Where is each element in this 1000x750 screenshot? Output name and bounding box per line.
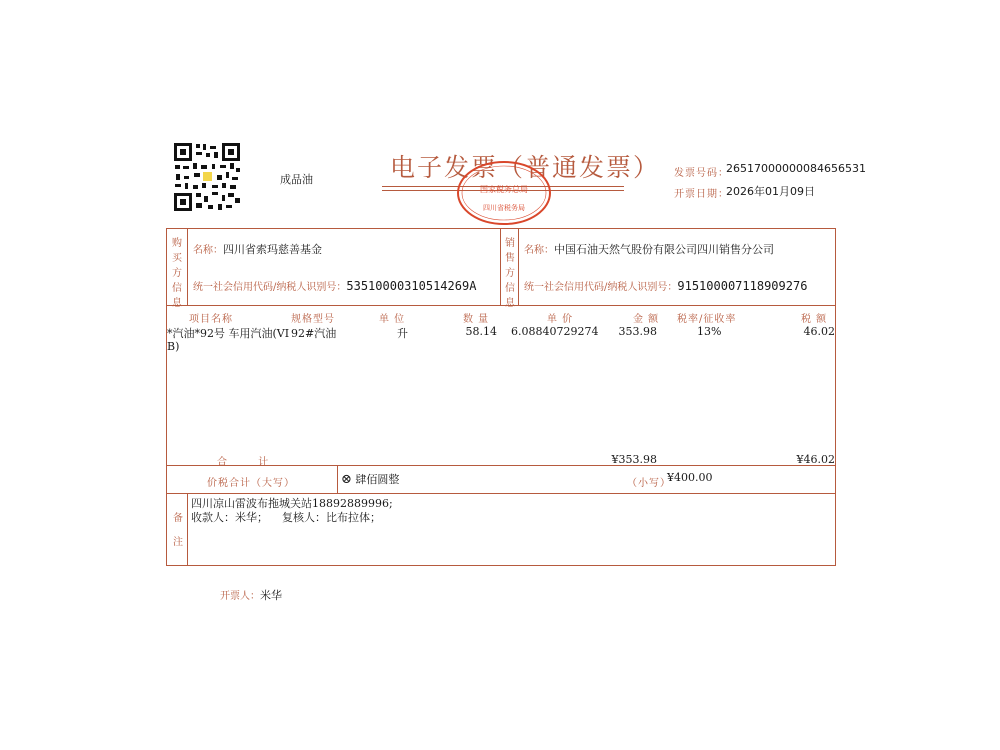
cross-circle-icon: ⊗ — [341, 472, 352, 487]
invoice-frame — [166, 228, 836, 566]
total-label: 合 计 — [217, 457, 283, 468]
remarks-label-2: 注 — [173, 537, 183, 548]
invoice-title: 电子发票（普通发票） — [390, 153, 661, 182]
grand-total-divider — [337, 465, 338, 493]
remarks-label-divider — [187, 493, 188, 565]
issuer-name: 米华 — [260, 589, 282, 602]
item-tax-rate: 13% — [697, 325, 722, 338]
official-seal — [456, 160, 552, 226]
item-quantity: 58.14 — [465, 325, 497, 338]
invoice-number: 26517000000084656531 — [726, 162, 866, 175]
svg-text:四川省税务局: 四川省税务局 — [483, 204, 525, 212]
buyer-name: 四川省索玛慈善基金 — [223, 243, 322, 256]
seller-name: 中国石油天然气股份有限公司四川销售分公司 — [554, 243, 774, 256]
remarks-line-1: 四川凉山雷波布拖城关站18892889996; — [191, 497, 393, 510]
issuer-label: 开票人： — [220, 591, 260, 602]
remarks-label-1: 备 — [173, 513, 183, 524]
item-tax: 46.02 — [803, 325, 835, 338]
buyer-label-divider — [187, 229, 188, 305]
item-name-line2: B) — [167, 340, 180, 353]
item-name-line1: *汽油*92号 车用汽油(VI — [167, 327, 290, 340]
grand-total-lowercase: ¥400.00 — [667, 471, 713, 484]
header-unit-price: 单 价 — [547, 314, 574, 325]
remarks-line-2: 收款人：米华； 复核人：比布拉体； — [191, 511, 381, 524]
seller-tax-id: 915100007118909276 — [677, 279, 808, 293]
seller-name-label: 名称： — [524, 245, 554, 256]
issue-date: 2026年01月09日 — [726, 185, 815, 198]
total-amount: ¥353.98 — [611, 453, 657, 466]
total-bottom-rule — [167, 493, 835, 494]
item-unit: 升 — [397, 327, 408, 340]
grand-total-label: 价税合计（大写） — [207, 478, 295, 489]
grand-total-uppercase: 肆佰圆整 — [355, 473, 400, 486]
header-spec: 规格型号 — [291, 314, 335, 325]
issue-date-label: 开票日期： — [674, 189, 729, 200]
item-unit-price: 6.08840729274 — [511, 325, 599, 338]
buyer-section-label: 购买方信息 — [172, 238, 182, 309]
header-tax: 税 额 — [801, 314, 828, 325]
party-middle-divider — [500, 229, 501, 305]
seller-label-divider — [518, 229, 519, 305]
svg-text:国家税务总局: 国家税务总局 — [480, 185, 528, 194]
header-item-name: 项目名称 — [189, 314, 233, 325]
header-amount: 金 额 — [633, 314, 660, 325]
party-divider — [167, 305, 835, 306]
total-tax: ¥46.02 — [796, 453, 835, 466]
buyer-tax-id-label: 统一社会信用代码/纳税人识别号： — [193, 282, 347, 293]
header-tax-rate: 税率/征收率 — [677, 314, 737, 325]
seller-section-label: 销售方信息 — [505, 238, 515, 309]
buyer-tax-id: 53510000310514269A — [346, 279, 477, 293]
item-spec: 92#汽油 — [291, 327, 337, 340]
item-amount: 353.98 — [618, 325, 657, 338]
qr-code — [172, 141, 242, 213]
invoice-number-label: 发票号码： — [674, 168, 729, 179]
buyer-name-label: 名称： — [193, 245, 223, 256]
invoice-category: 成品油 — [280, 173, 313, 186]
header-unit: 单 位 — [379, 314, 406, 325]
grand-total-lowercase-label: （小写） — [627, 478, 671, 489]
header-quantity: 数 量 — [463, 314, 490, 325]
seller-tax-id-label: 统一社会信用代码/纳税人识别号： — [524, 282, 678, 293]
